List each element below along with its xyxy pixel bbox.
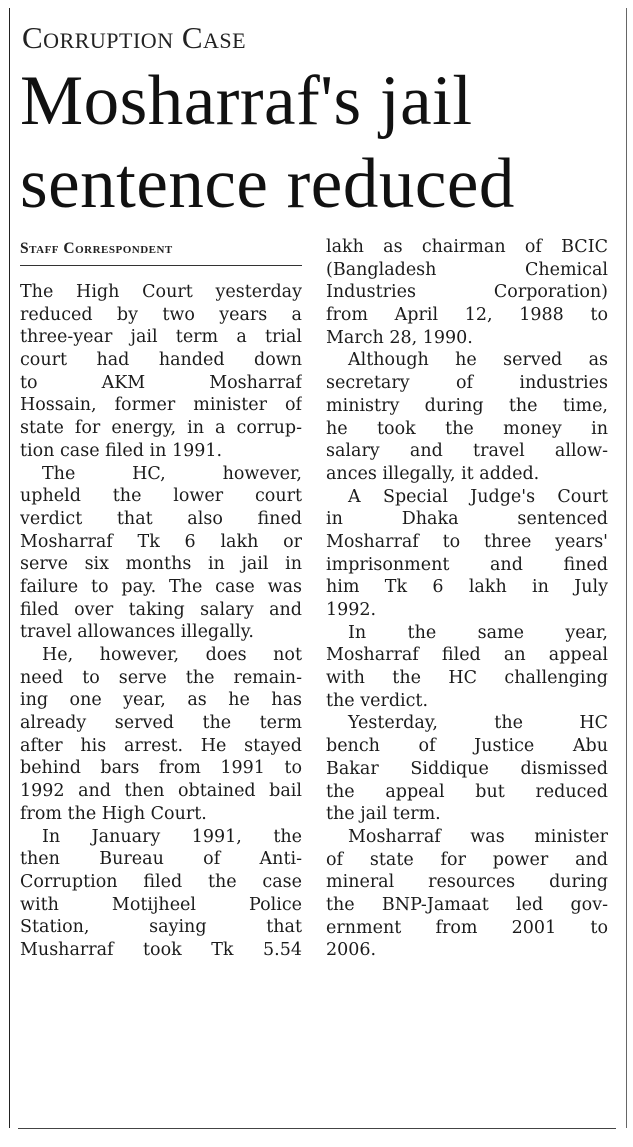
body-text-line: 1992 and then obtained bail [20, 781, 302, 802]
body-text-line: the BNP-Jamaat led gov- [326, 894, 608, 915]
body-text-line: salary and travel allow- [326, 441, 608, 462]
body-text-line: serve six months in jail in [20, 554, 302, 575]
body-text-line: 1992. [326, 600, 377, 620]
article-headline [20, 60, 620, 226]
body-text-line: mineral resources during [326, 872, 608, 893]
body-text-line: 2006. [326, 940, 377, 961]
body-text-line: Bakar Siddique dismissed [326, 758, 608, 779]
body-text-line: bench of Justice Abu [326, 736, 608, 757]
article-byline: Staff Correspondent [20, 240, 302, 266]
body-text-line: failure to pay. The case was [20, 576, 302, 597]
body-text-line: Corruption filed the case [20, 871, 302, 892]
body-text-line: behind bars from 1991 to [20, 758, 302, 779]
body-text-line: travel allowances illegally. [20, 622, 254, 643]
body-text-line: A Special Judge's Court [348, 486, 608, 507]
body-text-line: court had handed down [20, 350, 302, 371]
body-text-line: Station, saying that [20, 917, 302, 938]
body-text-line: ernment from 2001 to [326, 917, 608, 938]
body-text-line: from the High Court. [20, 803, 207, 824]
body-text-line: Mosharraf to three years' [326, 531, 608, 552]
body-text-line: the jail term. [326, 804, 441, 825]
body-text-line: reduced by two years a [20, 304, 302, 325]
body-text-line: verdict that also fined [20, 508, 302, 529]
headline-line: sentence reduced [20, 145, 515, 223]
body-text-line: ministry during the time, [326, 395, 608, 416]
body-text-line: (Bangladesh Chemical [326, 259, 608, 280]
article-body-left-column [20, 281, 302, 962]
body-text-line: with the HC challenging [326, 668, 608, 689]
body-text-line: ing one year, as he has [20, 690, 302, 711]
body-text-line: Industries Corporation) [326, 282, 608, 303]
body-text-line: secretary of industries [326, 373, 608, 394]
body-text-line: In January 1991, the [42, 826, 302, 847]
body-text-line: he took the money in [326, 418, 608, 439]
body-text-line: Although he served as [348, 350, 608, 371]
body-text-line: lakh as chairman of BCIC [326, 237, 608, 257]
body-text-line: of state for power and [326, 849, 608, 870]
body-text-line: Mosharraf Tk 6 lakh or [20, 531, 302, 552]
body-text-line: The High Court yesterday [20, 282, 302, 302]
body-text-line: Yesterday, the HC [348, 713, 608, 734]
body-text-line: In the same year, [348, 622, 608, 643]
body-text-line: the appeal but reduced [326, 781, 608, 802]
body-text-line: him Tk 6 lakh in July [326, 577, 608, 598]
right-border-rule [626, 8, 627, 1128]
bottom-border-rule [18, 1128, 616, 1129]
body-text-line: state for energy, in a corrup- [20, 418, 302, 439]
article-kicker: Corruption Case [22, 20, 247, 55]
headline-line: Mosharraf's jail [20, 62, 473, 140]
body-text-line: to AKM Mosharraf [20, 372, 302, 393]
body-text-line: imprisonment and fined [326, 554, 608, 575]
body-text-line: March 28, 1990. [326, 327, 473, 348]
body-text-line: Mosharraf filed an appeal [326, 645, 608, 666]
body-text-line: filed over taking salary and [20, 599, 302, 620]
body-text-line: then Bureau of Anti- [20, 849, 302, 870]
body-text-line: He, however, does not [42, 645, 302, 665]
left-border-rule [9, 8, 10, 1128]
body-text-line: the verdict. [326, 690, 429, 711]
body-text-line: after his arrest. He stayed [20, 735, 302, 756]
body-text-line: Mosharraf was minister [348, 826, 608, 847]
body-text-line: already served the term [20, 713, 302, 734]
body-text-line: upheld the lower court [20, 486, 302, 507]
body-text-line: in Dhaka sentenced [326, 509, 608, 530]
body-text-line: tion case filed in 1991. [20, 440, 223, 461]
body-text-line: three-year jail term a trial [20, 327, 302, 348]
body-text-line: Hossain, former minister of [20, 395, 302, 416]
body-text-line: with Motijheel Police [20, 894, 302, 915]
article-body-right-column [326, 236, 608, 962]
body-text-line: from April 12, 1988 to [326, 305, 608, 326]
body-text-line: ances illegally, it added. [326, 463, 540, 484]
body-text-line: The HC, however, [42, 463, 302, 484]
body-text-line: need to serve the remain- [20, 667, 302, 688]
body-text-line: Musharraf took Tk 5.54 [20, 939, 302, 960]
